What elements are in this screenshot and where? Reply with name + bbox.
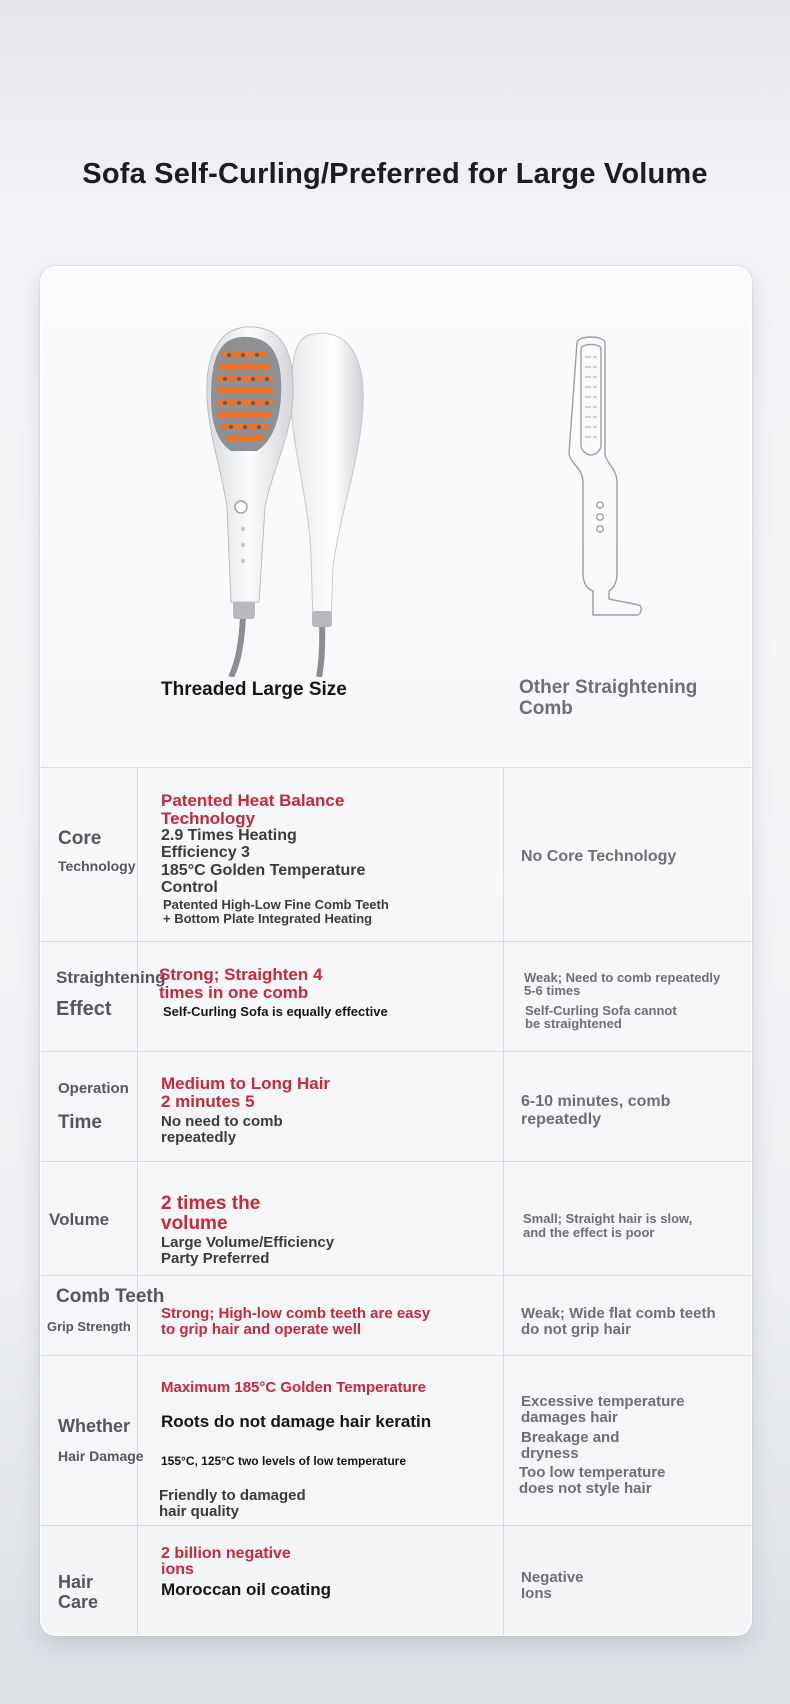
left-cell-text-1: 2 billion negative ions [161, 1545, 291, 1578]
row-label-secondary: Effect [56, 998, 112, 1020]
right-cell-text-2: Breakage and dryness [521, 1429, 620, 1462]
row-label-secondary: Grip Strength [47, 1319, 131, 1334]
right-cell-text-1: Weak; Need to comb repeatedly 5-6 times [524, 970, 721, 998]
page-title: Sofa Self-Curling/Preferred for Large Volume [82, 158, 708, 190]
right-cell-text-3: Too low temperature does not style hair [519, 1464, 666, 1497]
right-cell-text-1: Excessive temperature damages hair [521, 1393, 685, 1426]
left-cell-text-4: Friendly to damaged hair quality [159, 1487, 306, 1520]
row-label-secondary: Hair Damage [58, 1448, 144, 1464]
left-cell-text-1: Strong; High-low comb teeth are easy to grip hair and operate well [161, 1305, 431, 1338]
right-cell-text-1: Weak; Wide flat comb teeth do not grip hair [521, 1305, 716, 1338]
left-cell-text-1: Strong; Straighten 4 times in one comb [159, 965, 323, 1002]
other-comb-outline-image [551, 333, 651, 643]
left-cell-text-3: 155°C, 125°C two levels of low temperature [161, 1454, 407, 1468]
row-label-primary: Volume [49, 1210, 110, 1229]
left-cell-text-1: Patented Heat Balance Technology [161, 791, 345, 828]
left-cell-text-2: Large Volume/Efficiency Party Preferred [161, 1234, 335, 1267]
row-label-primary: Comb Teeth [56, 1286, 165, 1307]
row-label-primary: Straightening [56, 968, 166, 987]
left-cell-text-1: Maximum 185°C Golden Temperature [161, 1379, 426, 1396]
table-row-grip-strength [41, 1275, 751, 1356]
product-brush-image [191, 317, 411, 677]
left-cell-text-2: Roots do not damage hair keratin [161, 1412, 432, 1431]
left-cell-text-2: Self-Curling Sofa is equally effective [163, 1004, 388, 1019]
right-cell-text-1: Small; Straight hair is slow, and the effect is poor [523, 1211, 693, 1240]
right-cell-text-1: 6-10 minutes, comb repeatedly [521, 1093, 671, 1128]
table-row-hair-damage [41, 1355, 751, 1526]
right-cell-text-1: No Core Technology [521, 848, 677, 865]
left-cell-text-2: No need to comb repeatedly [161, 1113, 283, 1146]
row-label-primary: Operation [58, 1080, 129, 1097]
left-cell-text-4: Patented High-Low Fine Comb Teeth + Bottom Plate Integrated Heating [163, 897, 389, 926]
table-row-operation-time [41, 1051, 751, 1162]
right-cell-text-1: Negative Ions [521, 1569, 584, 1602]
comparison-card [40, 266, 752, 1636]
left-cell-text-2: Moroccan oil coating [161, 1580, 332, 1599]
right-cell-text-2: Self-Curling Sofa cannot be straightened [525, 1003, 677, 1031]
column-header-right: Other Straightening Comb [519, 677, 698, 719]
table-row-volume [41, 1161, 751, 1276]
column-header-left: Threaded Large Size [161, 679, 347, 700]
table-row-straightening-effect [41, 941, 751, 1052]
left-cell-text-3: 185°C Golden Temperature Control [161, 862, 366, 896]
table-row-hair-care [41, 1525, 751, 1636]
left-cell-text-1: Medium to Long Hair 2 minutes 5 [161, 1074, 331, 1111]
row-label-primary: Core [58, 828, 102, 849]
row-label-secondary: Technology [58, 858, 136, 874]
table-row-core-technology [41, 767, 751, 942]
row-label-secondary: Time [58, 1112, 103, 1133]
row-label-primary: Hair Care [58, 1572, 99, 1612]
left-cell-text-1: 2 times the volume [161, 1193, 261, 1234]
left-cell-text-2: 2.9 Times Heating Efficiency 3 [161, 827, 297, 861]
row-label-primary: Whether [58, 1416, 130, 1436]
